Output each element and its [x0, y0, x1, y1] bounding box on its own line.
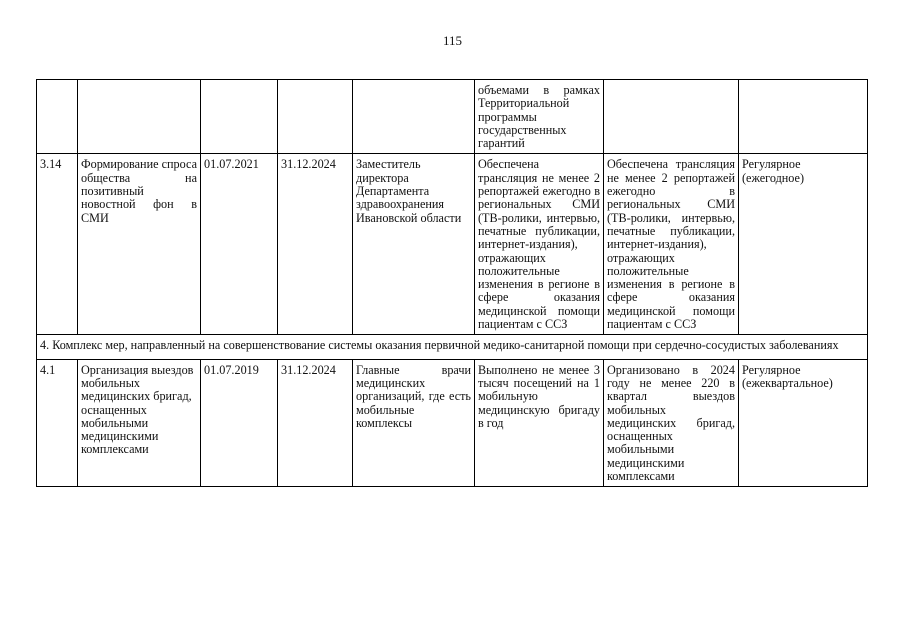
- cell-name: Формирование спроса общества на позитивный новостной фон в СМИ: [78, 154, 201, 335]
- cell-frequency: [739, 80, 868, 154]
- section-header: 4. Комплекс мер, направленный на совершенствование системы оказания первичной медико-санитарной помощи при сердечно-сосудистых заболеваниях: [37, 335, 868, 359]
- cell-responsible: [353, 80, 475, 154]
- section-header-row: [37, 335, 868, 359]
- cell-num: 3.14: [37, 154, 78, 335]
- cell-result: Организовано в 2024 году не менее 220 в квартал выездов мобильных медицинских бригад, оснащенных мобильными медицинскими комплексами: [604, 359, 739, 487]
- cell-start: 01.07.2019: [201, 359, 278, 487]
- measures-table: [36, 79, 868, 487]
- cell-num: 4.1: [37, 359, 78, 487]
- cell-result: [604, 80, 739, 154]
- cell-frequency: Регулярное (ежегодное): [739, 154, 868, 335]
- cell-name: Организация выездов мобильных медицинских бригад, оснащенных мобильными медицинскими комплексами: [78, 359, 201, 487]
- cell-end: 31.12.2024: [278, 359, 353, 487]
- cell-indicator: объемами в рамках Территориальной программы государственных гарантий: [475, 80, 604, 154]
- cell-end: [278, 80, 353, 154]
- cell-num: [37, 80, 78, 154]
- cell-responsible: Заместитель директора Департамента здравоохранения Ивановской области: [353, 154, 475, 335]
- cell-responsible: Главные врачи медицинских организаций, где есть мобильные комплексы: [353, 359, 475, 487]
- cell-start: 01.07.2021: [201, 154, 278, 335]
- cell-indicator: Выполнено не менее 3 тысяч посещений на 1 мобильную медицинскую бригаду в год: [475, 359, 604, 487]
- table-row: [37, 154, 868, 335]
- cell-result: Обеспечена трансляция не менее 2 репортажей ежегодно в региональных СМИ (ТВ-ролики, интервью, печатные публикации, интернет-издания), отражающих положительные изменения в регионе в сфере оказания медицинской помощи пациентам с ССЗ: [604, 154, 739, 335]
- cell-frequency: Регулярное (ежеквартальное): [739, 359, 868, 487]
- page-number: 115: [442, 33, 463, 48]
- cell-start: [201, 80, 278, 154]
- table-row: [37, 359, 868, 487]
- cell-name: [78, 80, 201, 154]
- table-row-continuation: [37, 80, 868, 154]
- cell-end: 31.12.2024: [278, 154, 353, 335]
- cell-indicator: Обеспечена трансляция не менее 2 репортажей ежегодно в региональных СМИ (ТВ-ролики, интервью, печатные публикации, интернет-издания), отражающих положительные изменения в регионе в сфере оказания медицинской помощи пациентам с ССЗ: [475, 154, 604, 335]
